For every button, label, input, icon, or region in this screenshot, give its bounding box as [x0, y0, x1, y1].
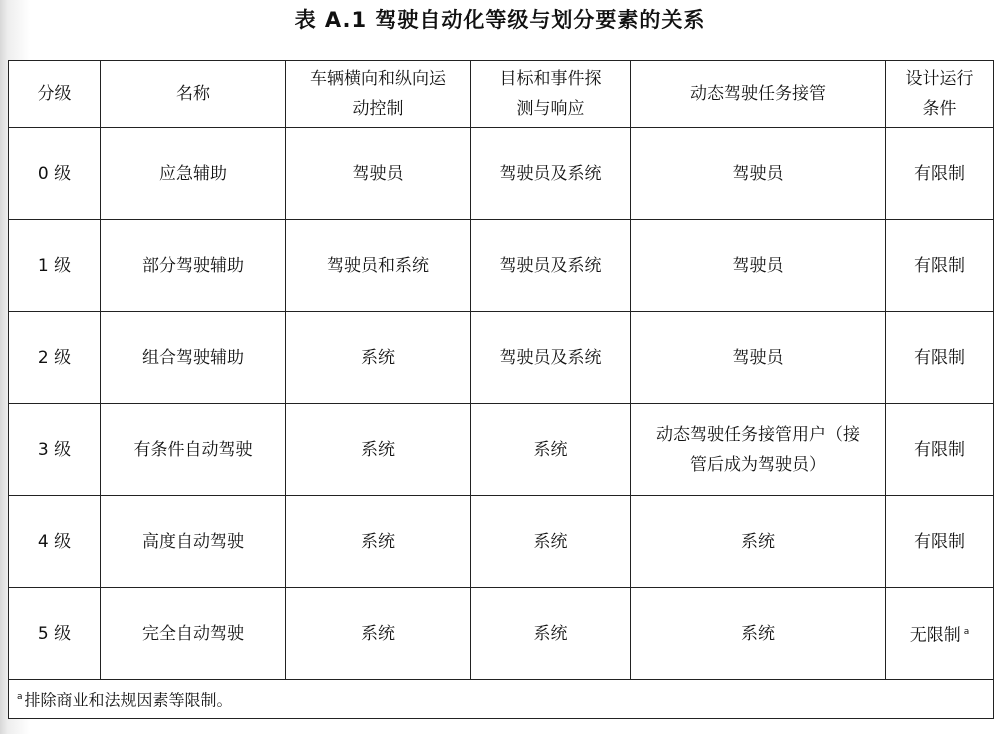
- cell-detect: 驾驶员及系统: [471, 220, 631, 312]
- cell-level: 0 级: [9, 128, 101, 220]
- cell-detect: 系统: [471, 588, 631, 680]
- header-level: 分级: [9, 61, 101, 128]
- cell-takeover: 动态驾驶任务接管用户（接 管后成为驾驶员）: [631, 404, 886, 496]
- footnote-row: [9, 680, 994, 719]
- cell-takeover: 系统: [631, 496, 886, 588]
- table-row: [9, 588, 994, 680]
- cell-detect: 驾驶员及系统: [471, 312, 631, 404]
- cell-takeover: 驾驶员: [631, 312, 886, 404]
- cell-odd: 有限制: [886, 128, 994, 220]
- table-row: [9, 312, 994, 404]
- header-odd: 设计运行 条件: [886, 61, 994, 128]
- cell-detect: 系统: [471, 496, 631, 588]
- cell-name: 组合驾驶辅助: [101, 312, 286, 404]
- cell-detect: 系统: [471, 404, 631, 496]
- cell-control: 系统: [286, 404, 471, 496]
- automation-levels-table: [8, 60, 994, 719]
- header-detect: 目标和事件探 测与响应: [471, 61, 631, 128]
- table-row: [9, 496, 994, 588]
- header-name: 名称: [101, 61, 286, 128]
- cell-name: 应急辅助: [101, 128, 286, 220]
- cell-odd: 无限制 $^a$: [886, 588, 994, 680]
- header-takeover: 动态驾驶任务接管: [631, 61, 886, 128]
- cell-level: 1 级: [9, 220, 101, 312]
- cell-name: 高度自动驾驶: [101, 496, 286, 588]
- cell-detect: 驾驶员及系统: [471, 128, 631, 220]
- cell-control: 系统: [286, 588, 471, 680]
- cell-control: 驾驶员: [286, 128, 471, 220]
- cell-level: 5 级: [9, 588, 101, 680]
- table-row: [9, 128, 994, 220]
- cell-takeover: 系统: [631, 588, 886, 680]
- footnote-marker: a: [17, 692, 23, 703]
- footnote-marker: a: [963, 626, 970, 637]
- cell-name: 完全自动驾驶: [101, 588, 286, 680]
- cell-level: 2 级: [9, 312, 101, 404]
- header-row: [9, 61, 994, 128]
- cell-odd: 有限制: [886, 312, 994, 404]
- cell-odd: 有限制: [886, 220, 994, 312]
- table-row: [9, 404, 994, 496]
- cell-odd: 有限制: [886, 404, 994, 496]
- cell-takeover: 驾驶员: [631, 220, 886, 312]
- cell-odd: 有限制: [886, 496, 994, 588]
- cell-name: 部分驾驶辅助: [101, 220, 286, 312]
- cell-level: 4 级: [9, 496, 101, 588]
- cell-control: 系统: [286, 312, 471, 404]
- cell-level: 3 级: [9, 404, 101, 496]
- cell-name: 有条件自动驾驶: [101, 404, 286, 496]
- footnote: $^a$ 排除商业和法规因素等限制。: [9, 680, 994, 719]
- table-title: 表 A.1 驾驶自动化等级与划分要素的关系: [294, 8, 706, 32]
- table-row: [9, 220, 994, 312]
- cell-control: 系统: [286, 496, 471, 588]
- header-control: 车辆横向和纵向运 动控制: [286, 61, 471, 128]
- cell-takeover: 驾驶员: [631, 128, 886, 220]
- cell-control: 驾驶员和系统: [286, 220, 471, 312]
